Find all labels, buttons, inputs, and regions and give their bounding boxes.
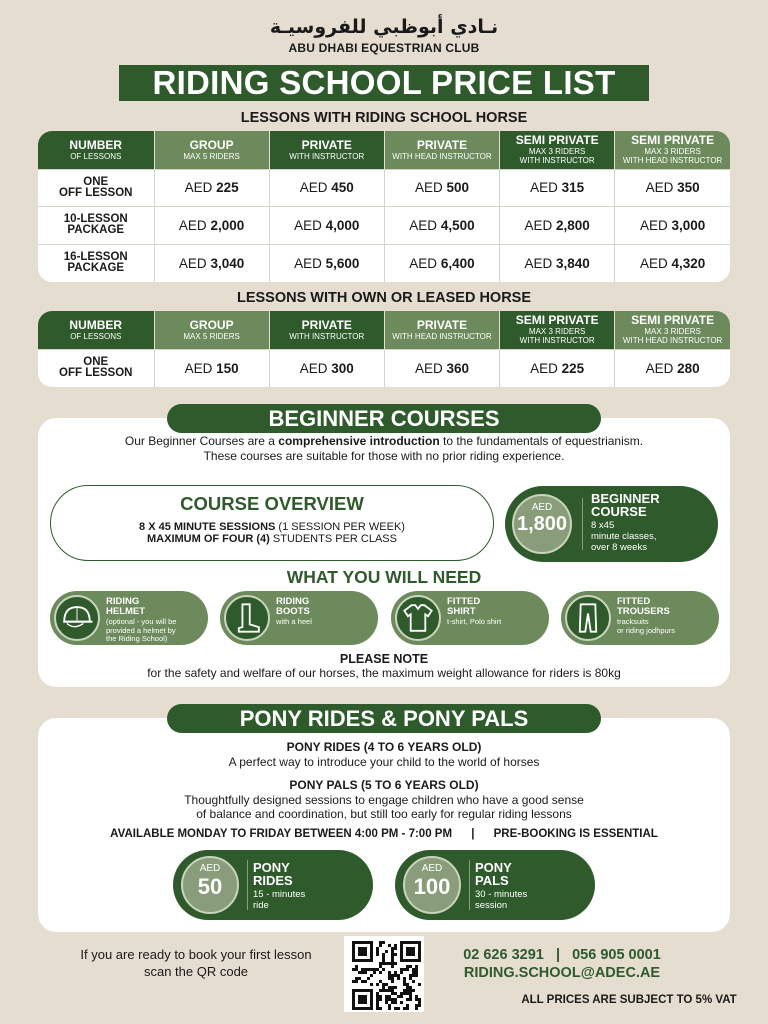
column-label: SEMI PRIVATE bbox=[515, 313, 599, 328]
phone-separator: | bbox=[555, 947, 560, 963]
price-value: 500 bbox=[446, 180, 469, 196]
need-desc-line: provided a helmet by bbox=[106, 625, 176, 635]
column-header bbox=[269, 131, 384, 169]
sessions-bold: 8 X 45 MINUTE SESSIONS bbox=[139, 521, 276, 533]
row-label-line1: 16-LESSON bbox=[63, 251, 128, 263]
price-value: 100 bbox=[413, 874, 451, 899]
price-value: 4,320 bbox=[671, 255, 706, 271]
phone-number-1[interactable]: 02 626 3291 bbox=[463, 947, 544, 963]
column-sub2: WITH HEAD INSTRUCTOR bbox=[622, 336, 723, 346]
prebooking-note: PRE-BOOKING IS ESSENTIAL bbox=[493, 828, 658, 840]
column-header bbox=[384, 131, 499, 169]
row-label bbox=[38, 207, 154, 245]
price-value: 360 bbox=[446, 360, 469, 376]
row-label-line2: OFF LESSON bbox=[59, 186, 133, 199]
need-title-line: FITTED bbox=[447, 596, 481, 607]
currency: AED bbox=[524, 255, 553, 271]
beginner-courses-banner: BEGINNER COURSES bbox=[167, 404, 601, 433]
price-value: 4,000 bbox=[325, 217, 360, 233]
price-title1: BEGINNER bbox=[591, 491, 660, 506]
price-cell bbox=[500, 169, 615, 207]
divider bbox=[582, 498, 583, 550]
contact-info bbox=[432, 946, 692, 982]
pony-pals-desc1: Thoughtfully designed sessions to engage children who have a good sense bbox=[184, 792, 584, 807]
currency: AED bbox=[645, 180, 674, 196]
column-header bbox=[154, 311, 269, 349]
column-label: PRIVATE bbox=[301, 317, 352, 332]
row-label-line1: 10-LESSON bbox=[63, 213, 128, 226]
course-overview bbox=[50, 485, 494, 561]
price-value: 4,500 bbox=[440, 217, 475, 233]
need-desc-line: t-shirt, Polo shirt bbox=[447, 617, 502, 626]
need-desc-line: with a heel bbox=[276, 617, 312, 626]
please-note-title: PLEASE NOTE bbox=[339, 652, 429, 666]
qr-code-icon bbox=[344, 936, 424, 1012]
column-label: PRIVATE bbox=[301, 137, 352, 152]
intro-text-end: to the fundamentals of equestrianism. bbox=[439, 434, 644, 448]
price-table-school-horse bbox=[38, 131, 730, 282]
price-value: 2,000 bbox=[210, 217, 245, 233]
need-item bbox=[50, 591, 208, 645]
row-label bbox=[38, 349, 154, 387]
price-value: 6,400 bbox=[440, 255, 475, 271]
column-sublabel bbox=[270, 152, 384, 161]
label-desc bbox=[253, 889, 305, 911]
price-cell bbox=[154, 169, 269, 207]
need-description bbox=[617, 618, 675, 635]
price-cell bbox=[154, 349, 269, 387]
column-header bbox=[500, 311, 615, 349]
currency: AED bbox=[409, 255, 438, 271]
table1-heading: LESSONS WITH RIDING SCHOOL HORSE bbox=[240, 110, 528, 126]
column-sublabel bbox=[615, 147, 730, 165]
price-value: 3,040 bbox=[210, 255, 245, 271]
column-sub: MAX 3 RIDERS bbox=[528, 147, 586, 157]
price-cell bbox=[269, 244, 384, 282]
row-label-line2: PACKAGE bbox=[67, 262, 125, 274]
column-sublabel bbox=[270, 332, 384, 341]
column-sub2: WITH INSTRUCTOR bbox=[519, 156, 595, 166]
desc2: ride bbox=[253, 900, 269, 911]
email-link[interactable]: RIDING.SCHOOL@ADEC.AE bbox=[463, 965, 661, 981]
column-sublabel bbox=[615, 327, 730, 345]
price-cell bbox=[384, 244, 499, 282]
label-desc bbox=[475, 889, 527, 911]
table-row bbox=[38, 349, 730, 387]
currency: AED bbox=[294, 217, 322, 233]
price-value: 225 bbox=[216, 180, 239, 196]
column-sublabel bbox=[155, 332, 269, 341]
currency: AED bbox=[178, 217, 207, 233]
need-label bbox=[447, 597, 501, 627]
booking-line2: scan the QR code bbox=[143, 964, 249, 979]
price-cell bbox=[154, 244, 269, 282]
column-sublabel bbox=[385, 332, 499, 341]
booking-line1: If you are ready to book your first lesson bbox=[80, 947, 312, 962]
beginner-course-label bbox=[591, 492, 660, 553]
need-title-line: FITTED bbox=[617, 596, 651, 607]
currency: AED bbox=[531, 502, 553, 513]
price-desc3: over 8 weeks bbox=[591, 542, 647, 553]
price-cell bbox=[500, 207, 615, 245]
column-header bbox=[38, 131, 154, 169]
column-sub: OF LESSONS bbox=[70, 151, 122, 161]
price-title2: COURSE bbox=[591, 504, 647, 519]
availability bbox=[38, 828, 730, 840]
column-sub: WITH HEAD INSTRUCTOR bbox=[392, 331, 492, 341]
course-overview-details bbox=[51, 521, 493, 545]
need-title-line: RIDING bbox=[106, 596, 140, 607]
pony-rides-title: PONY RIDES (4 TO 6 YEARS OLD) bbox=[286, 740, 482, 754]
page-title: RIDING SCHOOL PRICE LIST bbox=[119, 65, 649, 101]
currency: AED bbox=[409, 217, 438, 233]
price-cell bbox=[154, 207, 269, 245]
label-line1: PONY bbox=[253, 860, 290, 875]
need-desc-line: or riding jodhpurs bbox=[617, 625, 675, 635]
separator: | bbox=[471, 828, 475, 840]
currency: AED bbox=[299, 360, 328, 376]
need-desc-line: the Riding School) bbox=[106, 634, 168, 643]
availability-hours: AVAILABLE MONDAY TO FRIDAY BETWEEN 4:00 PM - 7:00 PM bbox=[110, 828, 453, 840]
currency: AED bbox=[178, 255, 207, 271]
price-value: 2,800 bbox=[556, 217, 590, 233]
column-label: GROUP bbox=[189, 137, 234, 152]
max-students-rest: STUDENTS PER CLASS bbox=[269, 533, 397, 545]
qr-code[interactable] bbox=[344, 936, 424, 1012]
column-label: NUMBER bbox=[69, 137, 123, 152]
please-note bbox=[38, 652, 730, 680]
trousers-icon bbox=[565, 595, 611, 641]
currency: AED bbox=[421, 863, 443, 874]
price-cell bbox=[269, 207, 384, 245]
column-label: GROUP bbox=[189, 317, 234, 332]
need-description bbox=[276, 618, 312, 627]
currency: AED bbox=[639, 255, 668, 271]
need-item bbox=[391, 591, 549, 645]
price-value: 280 bbox=[677, 360, 700, 376]
pony-panel bbox=[38, 718, 730, 932]
row-label-line2: PACKAGE bbox=[67, 224, 125, 237]
price-desc2: minute classes, bbox=[591, 531, 657, 542]
need-title-line: HELMET bbox=[106, 605, 146, 617]
need-title-line: RIDING bbox=[276, 596, 310, 607]
row-label-line1: ONE bbox=[83, 175, 109, 188]
currency: AED bbox=[184, 360, 213, 376]
price-badge bbox=[512, 494, 572, 554]
need-label bbox=[106, 597, 176, 644]
column-sublabel bbox=[155, 152, 269, 161]
row-label bbox=[38, 169, 154, 207]
column-sub2: WITH INSTRUCTOR bbox=[519, 336, 595, 346]
price-value: 50 bbox=[197, 874, 223, 899]
shirt-icon bbox=[395, 595, 441, 641]
intro-bold: comprehensive introduction bbox=[278, 434, 440, 448]
pony-rides-banner: PONY RIDES & PONY PALS bbox=[167, 704, 601, 733]
price-value: 300 bbox=[331, 360, 354, 376]
price-value: 1,800 bbox=[516, 513, 568, 535]
currency: AED bbox=[524, 217, 553, 233]
vat-note: ALL PRICES ARE SUBJECT TO 5% VAT bbox=[521, 994, 737, 1006]
row-label-line2: OFF LESSON bbox=[59, 367, 133, 379]
helmet-icon bbox=[54, 595, 100, 641]
price-value: 3,000 bbox=[671, 217, 706, 233]
column-sublabel bbox=[385, 152, 499, 161]
column-sublabel bbox=[500, 147, 614, 165]
currency: AED bbox=[530, 360, 558, 376]
divider bbox=[247, 860, 248, 910]
column-label: SEMI PRIVATE bbox=[631, 133, 715, 148]
column-sub: WITH HEAD INSTRUCTOR bbox=[392, 151, 492, 161]
column-sublabel bbox=[38, 332, 154, 341]
need-title-line: BOOTS bbox=[276, 605, 310, 617]
booking-prompt bbox=[50, 946, 342, 980]
price-value: 315 bbox=[561, 180, 585, 196]
price-cell bbox=[384, 349, 499, 387]
pony-description bbox=[38, 740, 730, 822]
sessions-rest: (1 SESSION PER WEEK) bbox=[275, 521, 405, 533]
column-sublabel bbox=[500, 327, 614, 345]
need-item bbox=[220, 591, 378, 645]
price-cell bbox=[384, 207, 499, 245]
column-sub: MAX 5 RIDERS bbox=[183, 151, 240, 161]
table2-heading: LESSONS WITH OWN OR LEASED HORSE bbox=[236, 290, 532, 306]
price-cell bbox=[615, 244, 730, 282]
column-sub: MAX 3 RIDERS bbox=[644, 147, 701, 157]
price-value: 150 bbox=[216, 360, 239, 376]
club-name: ABU DHABI EQUESTRIAN CLUB bbox=[288, 41, 480, 55]
column-label: SEMI PRIVATE bbox=[515, 133, 599, 148]
pony-pals-title: PONY PALS (5 TO 6 YEARS OLD) bbox=[289, 778, 479, 792]
need-label bbox=[617, 597, 675, 635]
price-value: 225 bbox=[561, 360, 585, 376]
price-cell bbox=[384, 169, 499, 207]
club-arabic-name: نـادي أبوظبي للفروسيـة bbox=[269, 16, 499, 38]
need-desc-line: tracksuits bbox=[617, 617, 649, 626]
price-value: 350 bbox=[677, 180, 700, 196]
intro-line2: These courses are suitable for those with no prior riding experience. bbox=[203, 448, 565, 463]
column-sub: MAX 5 RIDERS bbox=[183, 331, 240, 341]
table-row bbox=[38, 169, 730, 207]
table-row bbox=[38, 207, 730, 245]
label-line2: RIDES bbox=[253, 873, 293, 888]
price-value: 5,600 bbox=[325, 255, 360, 271]
currency: AED bbox=[414, 360, 443, 376]
please-note-text: for the safety and welfare of our horses, the maximum weight allowance for riders is 80kg bbox=[147, 666, 621, 680]
price-table-own-horse bbox=[38, 311, 730, 387]
label-line2: PALS bbox=[475, 873, 509, 888]
price-cell bbox=[500, 244, 615, 282]
currency: AED bbox=[414, 180, 443, 196]
header bbox=[0, 16, 768, 55]
beginner-course-price bbox=[505, 486, 718, 562]
column-sublabel bbox=[38, 152, 154, 161]
price-value: 450 bbox=[331, 180, 354, 196]
currency: AED bbox=[639, 217, 668, 233]
column-label: SEMI PRIVATE bbox=[631, 313, 715, 328]
column-sub: MAX 3 RIDERS bbox=[644, 327, 701, 337]
what-you-will-need-title: WHAT YOU WILL NEED bbox=[286, 567, 482, 587]
column-header bbox=[615, 311, 730, 349]
price-cell bbox=[615, 207, 730, 245]
column-header bbox=[154, 131, 269, 169]
pony-rides-desc: A perfect way to introduce your child to the world of horses bbox=[228, 754, 540, 769]
price-badge bbox=[403, 856, 461, 914]
column-label: PRIVATE bbox=[416, 317, 468, 332]
column-header bbox=[500, 131, 615, 169]
desc1: 30 - minutes bbox=[475, 889, 528, 900]
column-sub: OF LESSONS bbox=[70, 331, 122, 341]
currency: AED bbox=[299, 180, 328, 196]
price-desc bbox=[591, 520, 660, 553]
price-cell bbox=[500, 349, 615, 387]
price-cell bbox=[615, 169, 730, 207]
currency: AED bbox=[645, 360, 674, 376]
column-label: PRIVATE bbox=[416, 137, 468, 152]
desc2: session bbox=[475, 900, 508, 911]
currency: AED bbox=[530, 180, 558, 196]
column-header bbox=[384, 311, 499, 349]
need-item bbox=[561, 591, 719, 645]
divider bbox=[469, 860, 470, 910]
boot-icon bbox=[224, 595, 270, 641]
column-header bbox=[38, 311, 154, 349]
column-label: NUMBER bbox=[69, 317, 123, 332]
desc1: 15 - minutes bbox=[253, 889, 306, 900]
price-value: 3,840 bbox=[556, 255, 590, 271]
pony-pals-label bbox=[475, 861, 527, 911]
pony-pals-price bbox=[395, 850, 595, 920]
currency: AED bbox=[294, 255, 322, 271]
price-cell bbox=[269, 169, 384, 207]
column-sub: MAX 3 RIDERS bbox=[528, 327, 586, 337]
currency: AED bbox=[184, 180, 213, 196]
phone-number-2[interactable]: 056 905 0001 bbox=[572, 947, 661, 963]
label-line1: PONY bbox=[475, 860, 512, 875]
need-desc-line: (optional - you will be bbox=[106, 617, 177, 626]
currency: AED bbox=[199, 863, 221, 874]
intro-text: Our Beginner Courses are a bbox=[124, 434, 279, 448]
price-desc1: 8 x45 bbox=[591, 520, 615, 531]
column-header bbox=[269, 311, 384, 349]
column-sub2: WITH HEAD INSTRUCTOR bbox=[622, 156, 723, 166]
price-cell bbox=[615, 349, 730, 387]
pony-pals-desc2: of balance and coordination, but still too early for regular riding lessons bbox=[196, 807, 572, 821]
need-description bbox=[447, 618, 501, 627]
price-badge bbox=[181, 856, 239, 914]
max-students-bold: MAXIMUM OF FOUR (4) bbox=[147, 533, 270, 545]
pony-rides-price bbox=[173, 850, 373, 920]
row-label bbox=[38, 244, 154, 282]
course-overview-title: COURSE OVERVIEW bbox=[180, 493, 364, 514]
price-cell bbox=[269, 349, 384, 387]
need-title-line: SHIRT bbox=[447, 605, 476, 617]
beginner-intro bbox=[38, 434, 730, 463]
need-description bbox=[106, 618, 176, 644]
need-title-line: TROUSERS bbox=[617, 605, 670, 617]
table-row bbox=[38, 244, 730, 282]
column-header bbox=[615, 131, 730, 169]
column-sub: WITH INSTRUCTOR bbox=[289, 331, 365, 341]
beginner-courses-panel bbox=[38, 418, 730, 687]
column-sub: WITH INSTRUCTOR bbox=[289, 151, 365, 161]
row-label-line1: ONE bbox=[83, 356, 109, 368]
pony-rides-label bbox=[253, 861, 305, 911]
need-label bbox=[276, 597, 312, 627]
